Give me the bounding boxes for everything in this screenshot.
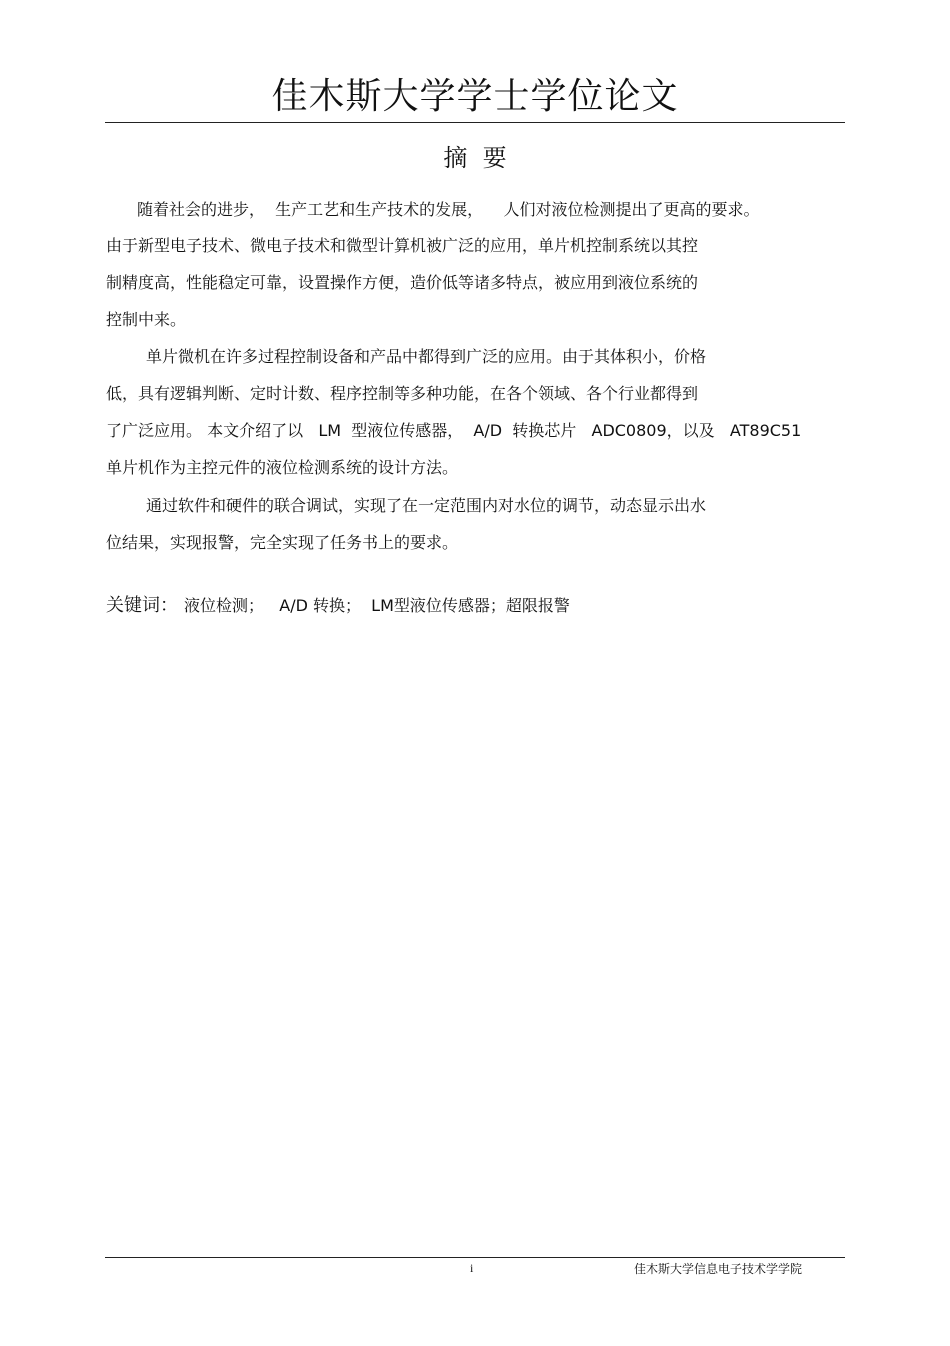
abstract-p2-line-3: 了广泛应用。 本文介绍了以 LM 型液位传感器， A/D 转换芯片 ADC0809，以及 AT89C51 [106, 421, 802, 440]
abstract-p3-line-1: 通过软件和硬件的联合调试，实现了在一定范围内对水位的调节，动态显示出水 [146, 496, 707, 515]
abstract-p1-line-3: 制精度高，性能稳定可靠，设置操作方便，造价低等诸多特点，被应用到液位系统的 [106, 273, 699, 292]
footer-divider [105, 1257, 845, 1258]
abstract-p2-line-1: 单片微机在许多过程控制设备和产品中都得到广泛的应用。由于其体积小，价格 [146, 347, 707, 366]
abstract-heading: 摘 要 [443, 144, 507, 172]
footer-school-name: 佳木斯大学信息电子技术学学院 [634, 1262, 803, 1276]
keywords-values: 液位检测； A/D 转换； LM型液位传感器；超限报警 [184, 596, 570, 615]
abstract-p1-line-1: 随着社会的进步， 生产工艺和生产技术的发展， 人们对液位检测提出了更高的要求。 [137, 200, 760, 219]
page-number: i [470, 1261, 474, 1275]
abstract-p1-line-2: 由于新型电子技术、微电子技术和微型计算机被广泛的应用，单片机控制系统以其控 [106, 236, 699, 255]
keywords-label: 关键词： [106, 595, 178, 616]
abstract-p1-line-4: 控制中来。 [106, 310, 187, 329]
abstract-p2-line-4: 单片机作为主控元件的液位检测系统的设计方法。 [106, 458, 459, 477]
keywords-row [106, 593, 570, 619]
header-divider [105, 122, 845, 123]
abstract-p3-line-2: 位结果，实现报警，完全实现了任务书上的要求。 [106, 533, 459, 552]
thesis-header-title: 佳木斯大学学士学位论文 [271, 76, 679, 117]
abstract-p2-line-2: 低，具有逻辑判断、定时计数、程序控制等多种功能，在各个领域、各个行业都得到 [106, 384, 699, 403]
